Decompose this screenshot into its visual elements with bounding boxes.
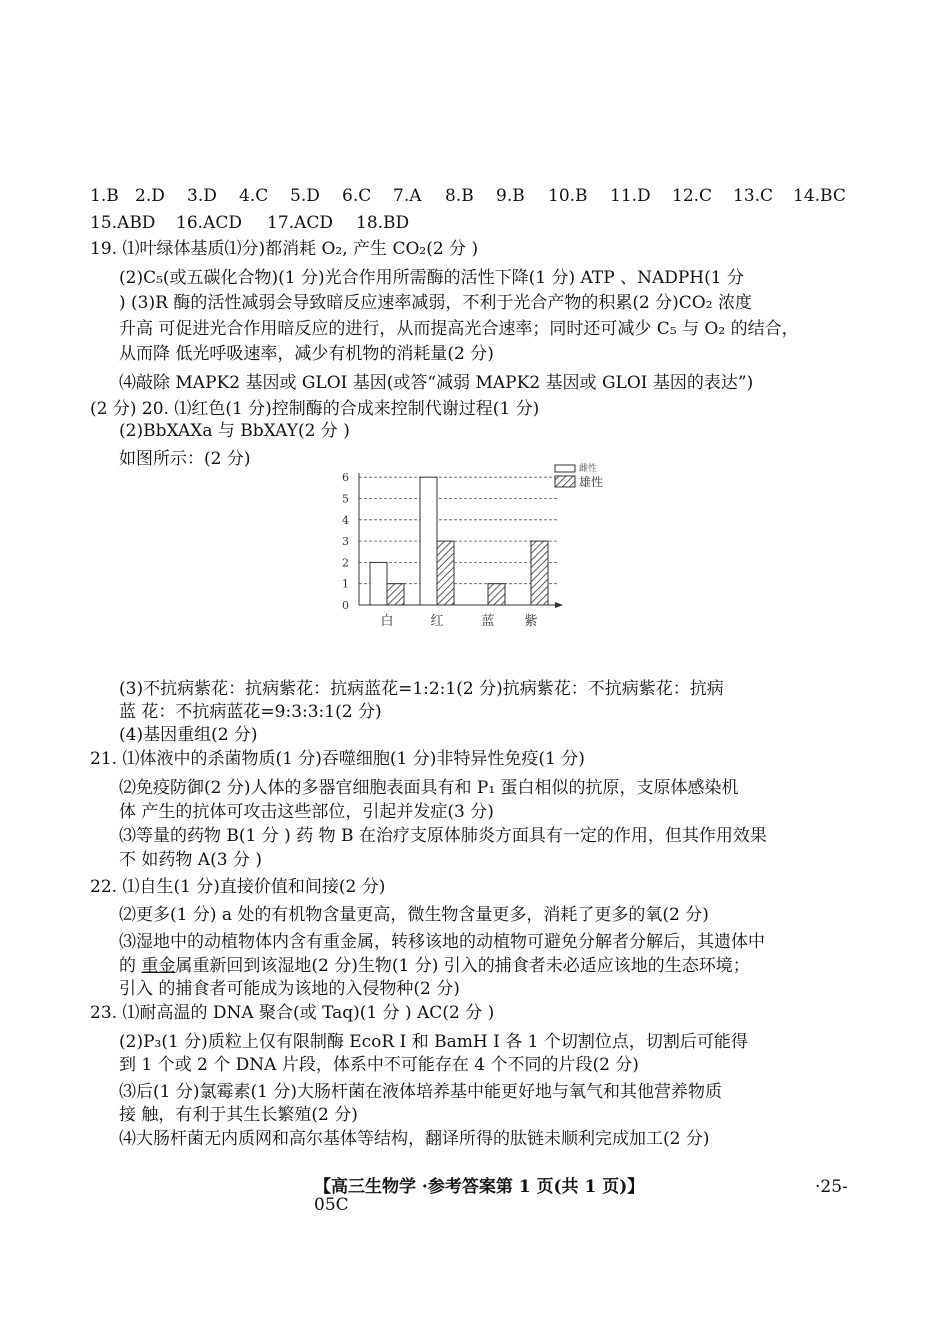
- bar-male: [437, 541, 454, 605]
- mc-answer: 2.D: [135, 186, 165, 206]
- mc-answer: 3.D: [187, 186, 217, 206]
- footer-title: 【高三生物学 ·参考答案第 1 页(共 1 页)】: [314, 1177, 645, 1197]
- mc-answer: 13.C: [733, 186, 774, 206]
- q20-line: (4)基因重组(2 分): [119, 725, 258, 745]
- underlined-text: 重金: [141, 956, 176, 976]
- page-number: ·25-: [815, 1177, 848, 1197]
- bar-female: [370, 562, 387, 605]
- q22-line: ⑶湿地中的动植物体内含有重金属，转移该地的动植物可避免分解者分解后，其遗体中: [119, 932, 765, 952]
- q23-line: ⑶后(1 分)氯霉素(1 分)大肠杆菌在液体培养基中能更好地与氧气和其他营养物质: [119, 1082, 722, 1102]
- mc-answer: 8.B: [445, 186, 474, 206]
- y-tick-label: 0: [342, 599, 349, 612]
- q23-line: (2)P₃(1 分)质粒上仅有限制酶 EcoR I 和 BamH I 各 1 个切割位点，切割后可能得: [119, 1032, 748, 1052]
- x-axis-arrow: [555, 602, 563, 608]
- mc-answer: 11.D: [610, 186, 651, 206]
- doc-code: 05C: [314, 1195, 349, 1215]
- q22-line: 22. ⑴自生(1 分)直接价值和间接(2 分): [90, 877, 386, 897]
- q23-line: 接 触，有利于其生长繁殖(2 分): [119, 1105, 358, 1125]
- bar-male: [531, 541, 548, 605]
- q21-line: ⑵免疫防御(2 分)人体的多器官细胞表面具有和 P₁ 蛋白相似的抗原，支原体感染机: [119, 778, 739, 798]
- q19-line: 升高 可促进光合作用暗反应的进行，从而提高光合速率；同时还可减少 C₅ 与 O₂ 的结合，: [119, 319, 799, 339]
- y-tick-label: 5: [342, 492, 349, 506]
- mc-answer: 12.C: [672, 186, 713, 206]
- q19-line: 从而降 低光呼吸速率，减少有机物的消耗量(2 分): [119, 344, 494, 364]
- legend-label-male: 雄性: [579, 475, 604, 489]
- q19-line: (2)C₅(或五碳化合物)(1 分)光合作用所需酶的活性下降(1 分) ATP 、NADPH(1 分: [119, 268, 744, 288]
- mc-answer: 10.B: [548, 186, 588, 206]
- q22-line: 引入 的捕食者可能成为该地的入侵物种(2 分): [119, 979, 460, 999]
- mc-answer: 9.B: [496, 186, 525, 206]
- y-tick-label: 6: [342, 471, 349, 485]
- q20-line: 蓝 花：不抗病蓝花=9:3:3:1(2 分): [119, 702, 382, 722]
- q21-line: 不 如药物 A(3 分 ): [119, 850, 262, 870]
- q23-line: 到 1 个或 2 个 DNA 片段，体系中不可能存在 4 个不同的片段(2 分): [119, 1055, 639, 1075]
- q20-line: (2)BbXAXa 与 BbXAY(2 分 ): [119, 421, 350, 441]
- x-tick-label: 紫: [524, 614, 538, 629]
- q22-text: 的: [119, 956, 142, 976]
- q20-line: (3)不抗病紫花：抗病紫花：抗病蓝花=1:2:1(2 分)抗病紫花：不抗病紫花：抗病: [119, 679, 724, 699]
- mc-answer: 16.ACD: [176, 213, 242, 233]
- q22-text: 属重新回到该湿地(2 分)生物(1 分) 引入的捕食者未必适应该地的生态环境；: [175, 956, 750, 976]
- q19-line: ) (3)R 酶的活性减弱会导致暗反应速率减弱，不利于光合产物的积累(2 分)CO₂ 浓度: [119, 293, 752, 313]
- mc-answer: 14.BC: [793, 186, 846, 206]
- mc-answer: 4.C: [239, 186, 269, 206]
- legend-label-female: 雌性: [579, 464, 598, 474]
- x-tick-label: 蓝: [481, 614, 495, 629]
- mc-answer: 17.ACD: [267, 213, 333, 233]
- bar-chart: [325, 462, 625, 637]
- mc-answer: 5.D: [290, 186, 320, 206]
- q19-line: 19. ⑴叶绿体基质⑴分)都消耗 O₂, 产生 CO₂(2 分 ): [90, 239, 479, 259]
- q23-line: 23. ⑴耐高温的 DNA 聚合(或 Taq)(1 分 ) AC(2 分 ): [90, 1003, 495, 1023]
- y-tick-label: 4: [342, 513, 349, 527]
- legend-swatch-female: [555, 465, 575, 472]
- q22-line: [119, 954, 750, 978]
- bar-male: [387, 584, 404, 605]
- q21-line: 体 产生的抗体可攻击这些部位，引起并发症(3 分): [119, 802, 494, 822]
- mc-answer: 15.ABD: [90, 213, 156, 233]
- bar-male: [488, 584, 505, 605]
- mc-answer: 7.A: [393, 186, 422, 206]
- y-tick-label: 2: [342, 556, 349, 570]
- bar-female: [420, 477, 437, 605]
- legend-swatch-male: [555, 476, 575, 487]
- x-tick-label: 白: [380, 614, 394, 629]
- mc-answer: 1.B: [90, 186, 119, 206]
- q21-line: ⑶等量的药物 B(1 分 ) 药 物 B 在治疗支原体肺炎方面具有一定的作用，但其作用效果: [119, 826, 767, 846]
- q22-line: ⑵更多(1 分) a 处的有机物含量更高，微生物含量更多，消耗了更多的氧(2 分): [119, 905, 709, 925]
- q21-line: 21. ⑴体液中的杀菌物质(1 分)吞噬细胞(1 分)非特异性免疫(1 分): [90, 749, 585, 769]
- q23-line: ⑷大肠杆菌无内质网和高尔基体等结构，翻译所得的肽链未顺利完成加工(2 分): [119, 1129, 710, 1149]
- mc-answer: 18.BD: [356, 213, 410, 233]
- y-tick-label: 1: [342, 577, 349, 591]
- q20-line: 如图所示：(2 分): [119, 449, 251, 469]
- mc-answer: 6.C: [342, 186, 372, 206]
- x-tick-label: 红: [430, 614, 444, 629]
- y-tick-label: 3: [342, 535, 349, 549]
- q19-line: ⑷敲除 MAPK2 基因或 GLOI 基因(或答“减弱 MAPK2 基因或 GLOI 基因的表达”): [119, 373, 754, 393]
- q20-line: (2 分) 20. ⑴红色(1 分)控制酶的合成来控制代谢过程(1 分): [90, 399, 540, 419]
